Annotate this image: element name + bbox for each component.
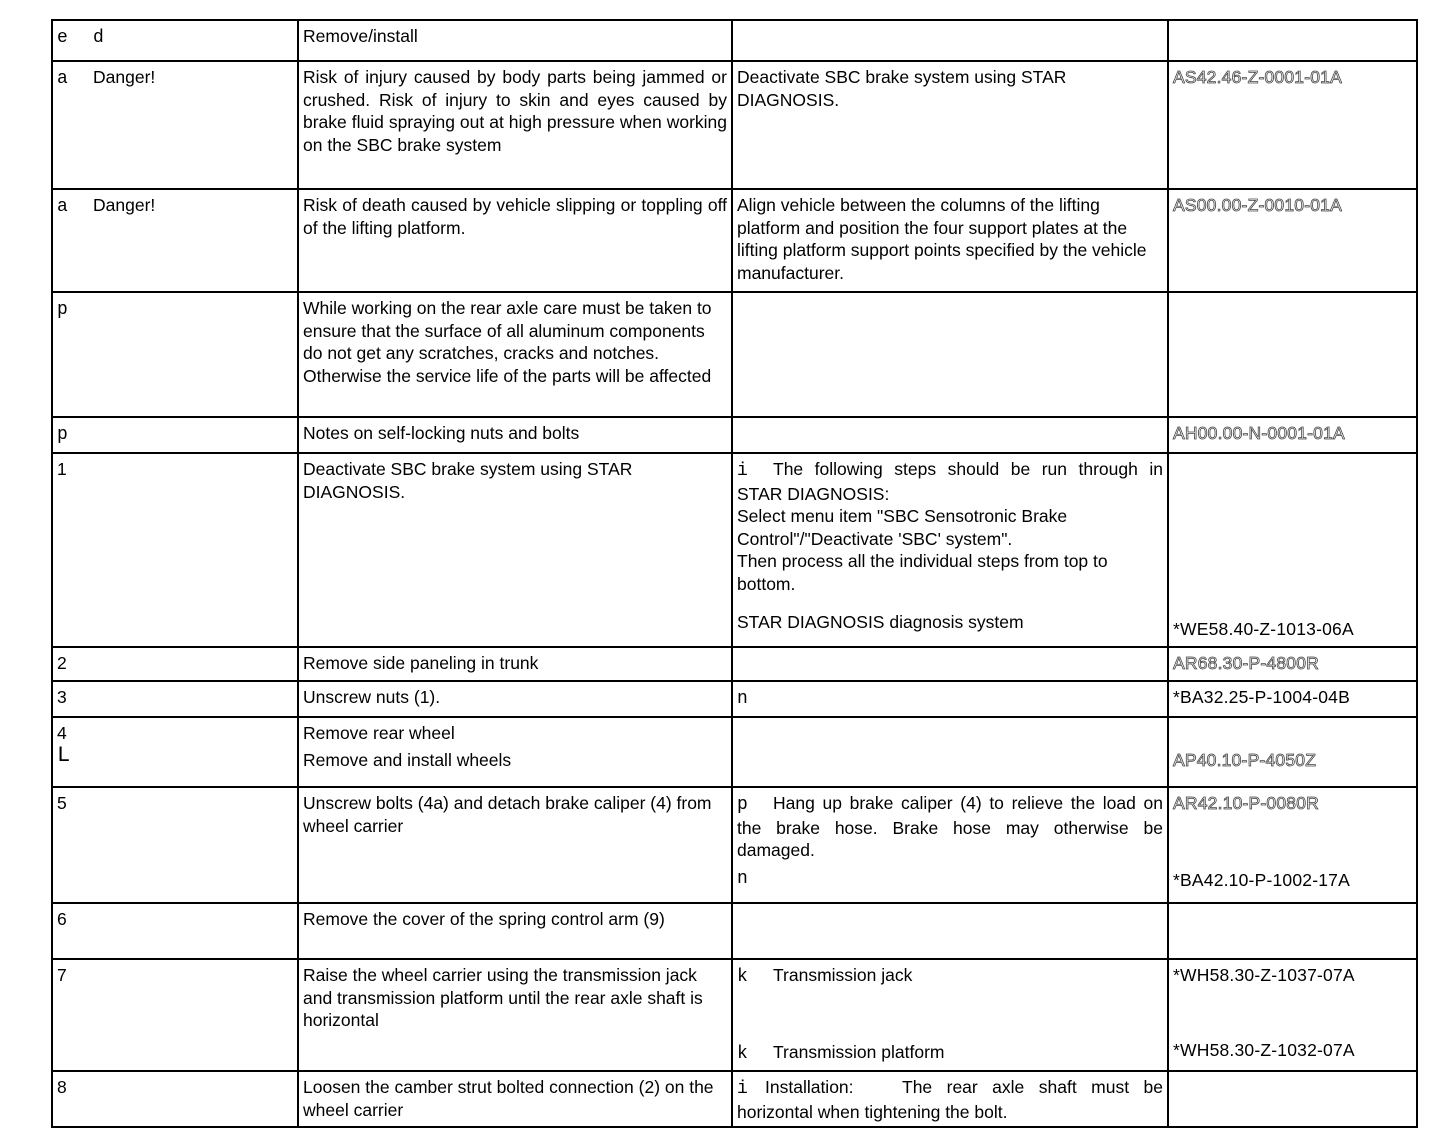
notice-text: Hang up brake caliper (4) to relieve the load on the brake hose. Brake hose may otherwise be damaged. [737,793,1163,860]
tool-name: Transmission jack [773,965,913,985]
header-empty-cell [732,20,1168,61]
info-text: The rear axle shaft must be horizontal when tightening the bolt. [737,1077,1163,1122]
tool-note [737,964,1163,989]
note-cell [732,787,1168,903]
symbol-cell [52,417,298,453]
table-row [52,903,1417,959]
description-cell: Loosen the camber strut bolted connection (2) on the wheel carrier [298,1071,732,1127]
table-row [52,1071,1417,1127]
step-number: 2 [52,647,298,681]
notice-icon: p [57,425,68,445]
tool-name: STAR DIAGNOSIS diagnosis system [737,612,1024,632]
info-note [737,458,1163,505]
step-number-cell [52,717,298,787]
description-cell: Risk of injury caused by body parts being jammed or crushed. Risk of injury to skin and eyes caused by brake fluid spraying out at high pressure when working on the SBC brake system [298,61,732,189]
table-row [52,61,1417,189]
description-cell: Unscrew bolts (4a) and detach brake caliper (4) from wheel carrier [298,787,732,903]
reference-cell [1168,189,1417,292]
description-cell [298,717,732,787]
reference-cell [1168,903,1417,959]
note-cell [732,959,1168,1071]
description-cell: Notes on self-locking nuts and bolts [298,417,732,453]
header-empty-cell [1168,20,1417,61]
reference-link[interactable]: AH00.00-N-0001-01A [1173,423,1345,443]
reference-link[interactable]: AP40.10-P-4050Z [1173,750,1317,770]
notice-note [737,792,1163,862]
reference-cell [1168,61,1417,189]
description-cell: Unscrew nuts (1). [298,681,732,717]
table-row [52,417,1417,453]
link-icon: L [57,742,71,768]
reference-link-2[interactable]: *WH58.30-Z-1032-07A [1173,1039,1355,1060]
table-row [52,787,1417,903]
step-number: 3 [52,681,298,717]
note-cell [732,681,1168,717]
info-text-3: Then process all the individual steps from top to bottom. [737,551,1108,594]
reference-link[interactable]: AS42.46-Z-0001-01A [1173,67,1342,87]
procedure-table [51,19,1418,1128]
notice-icon: p [737,795,748,815]
description-text-2: Remove and install wheels [303,749,512,770]
reference-link[interactable]: *WE58.40-Z-1013-06A [1173,619,1354,639]
reference-cell [1168,417,1417,453]
reference-link-2[interactable]: *BA42.10-P-1002-17A [1173,869,1350,890]
notice-icon: p [57,300,68,320]
note-cell: Deactivate SBC brake system using STAR DIAGNOSIS. [732,61,1168,189]
description-text: Remove rear wheel [303,723,455,743]
table-row [52,453,1417,647]
step-number: 8 [52,1071,298,1127]
description-cell: Deactivate SBC brake system using STAR DIAGNOSIS. [298,453,732,647]
reference-link[interactable]: *BA32.25-P-1004-04B [1173,687,1350,707]
symbol-cell [52,189,298,292]
note-cell [732,417,1168,453]
nut-icon: n [737,868,748,889]
note-cell [732,647,1168,681]
description-cell: Raise the wheel carrier using the transmission jack and transmission platform until the rear axle shaft is horizontal [298,959,732,1071]
tool-icon: k [737,967,748,987]
reference-cell [1168,647,1417,681]
note-cell [732,903,1168,959]
description-cell: Risk of death caused by vehicle slipping or toppling off of the lifting platform. [298,189,732,292]
table-row [52,189,1417,292]
danger-label: Danger! [93,67,156,87]
note-cell: Align vehicle between the columns of the lifting platform and position the four support plates at the lifting platform support points specified by the vehicle manufacturer. [732,189,1168,292]
step-number: 6 [52,903,298,959]
description-cell: Remove the cover of the spring control arm (9) [298,903,732,959]
table-row [52,959,1417,1071]
table-row [52,717,1417,787]
danger-icon: a [57,69,68,89]
reference-link[interactable]: AS00.00-Z-0010-01A [1173,195,1342,215]
reference-cell [1168,453,1417,647]
reference-cell [1168,292,1417,417]
table-row [52,647,1417,681]
reference-cell [1168,787,1417,903]
info-icon: i [737,461,748,481]
info-icon: i [737,1079,748,1099]
tool-note-2 [737,1041,1163,1066]
note-cell [732,453,1168,647]
step-number: 1 [52,453,298,647]
symbol-cell [52,61,298,189]
symbol-cell [52,292,298,417]
reference-cell [1168,1071,1417,1127]
info-text: The following steps should be run through in STAR DIAGNOSIS: [737,459,1163,504]
header-title: Remove/install [298,20,732,61]
step-number: 5 [52,787,298,903]
description-cell: Remove side paneling in trunk [298,647,732,681]
installation-label: Installation: [765,1077,854,1097]
description-cell: While working on the rear axle care must be taken to ensure that the surface of all aluminum components do not get any scratches, cracks and notches. Otherwise the service life of the parts will be affected [298,292,732,417]
tool-name-2: Transmission platform [773,1041,945,1062]
nut-icon: n [737,689,748,709]
reference-cell [1168,681,1417,717]
table-row [52,292,1417,417]
danger-icon: a [57,197,68,217]
info-text-2: Select menu item "SBC Sensotronic Brake Control"/"Deactivate 'SBC' system". [737,506,1068,549]
reference-link[interactable]: *WH58.30-Z-1037-07A [1173,965,1355,985]
note-cell [732,1071,1168,1127]
table-row [52,20,1417,61]
reference-cell [1168,717,1417,787]
note-cell [732,292,1168,417]
step-number: 7 [52,959,298,1071]
header-symbol-d: d [93,28,104,48]
step-number: 4 [57,723,67,743]
note-cell [732,717,1168,787]
reference-link[interactable]: AR68.30-P-4800R [1173,653,1319,673]
danger-label: Danger! [93,195,156,215]
header-symbol-e: e [57,28,68,48]
header-symbol-cell [52,20,298,61]
tool-icon: k [737,1043,748,1064]
reference-link[interactable]: AR42.10-P-0080R [1173,793,1319,813]
table-row [52,681,1417,717]
reference-cell [1168,959,1417,1071]
